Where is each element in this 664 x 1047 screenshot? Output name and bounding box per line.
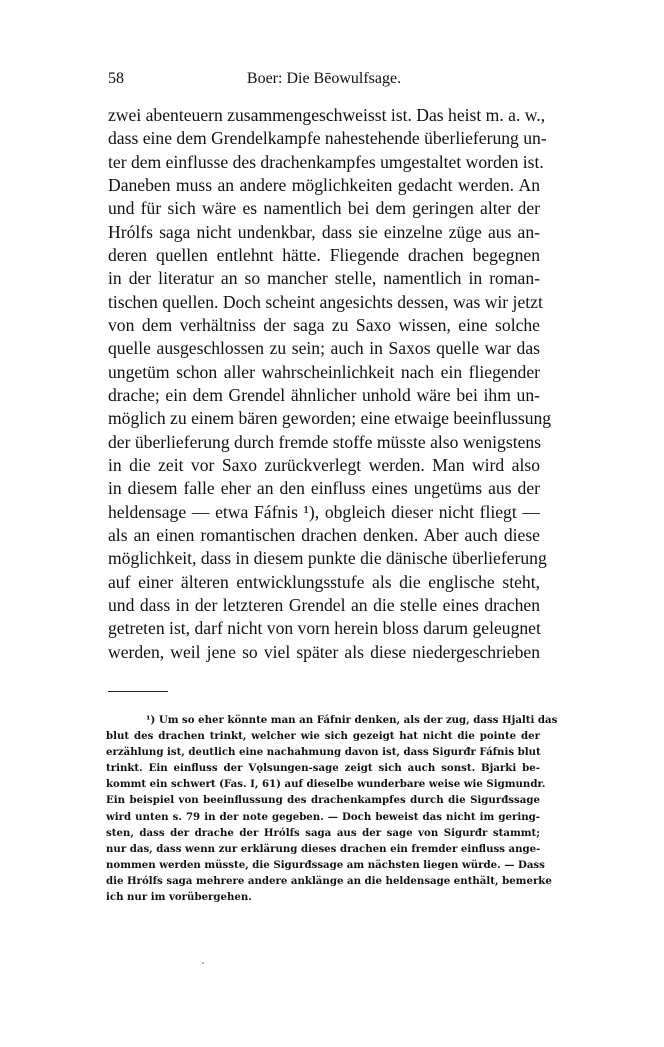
body-line: Daneben muss an andere möglichkeiten gedacht werden. An [108, 174, 540, 195]
body-line: Hrólfs saga nicht undenkbar, dass sie einzelne züge aus an- [108, 221, 540, 242]
footnote-line: erzählung ist, deutlich eine nachahmung davon ist, dass Sigurđr Fáfnis blut [106, 746, 541, 759]
running-title: Boer: Die Bēowulfsage. [246, 70, 402, 87]
footnote-line: ich nur im vorübergehen. [106, 891, 252, 904]
body-line: als an einen romantischen drachen denken. Aber auch diese [108, 524, 540, 545]
body-line: und dass in der letzteren Grendel an die stelle eines drachen [108, 594, 540, 615]
body-line: möglichkeit, dass in diesem punkte die dänische überlieferung [108, 548, 547, 569]
body-line: tischen quellen. Doch scheint angesichts dessen, was wir jetzt [108, 291, 543, 312]
body-line: drache; ein dem Grendel ähnlicher unhold wäre bei ihm un- [108, 384, 540, 405]
body-line: der überlieferung durch fremde stoffe müsste also wenigstens [108, 431, 542, 452]
body-line: ter dem einflusse des drachenkampfes umgestaltet worden ist. [108, 151, 544, 172]
body-line: heldensage — etwa Fáfnis ¹), obgleich dieser nicht fliegt — [108, 501, 540, 522]
footnote-line: die Hrólfs saga mehrere andere anklänge an die heldensage enthält, bemerke [106, 874, 552, 887]
footnote-line: wird unten s. 79 in der note gegeben. — Doch beweist das nicht im gering- [106, 810, 540, 823]
body-line: ungetüm schon aller wahrscheinlichkeit nach ein fliegender [108, 361, 540, 382]
page-header [108, 70, 540, 90]
body-line: möglich zu einem bären geworden; eine etwaige beeinflussung [108, 408, 552, 429]
body-line: in die zeit vor Saxo zurückverlegt werden. Man wird also [108, 454, 540, 475]
body-line: in diesem falle eher an den einfluss eines ungetüms aus der [108, 478, 540, 499]
body-line: werden, weil jene so viel später als diese niedergeschrieben [108, 641, 540, 662]
footnote-line: kommt ein schwert (Fas. I, 61) auf dieselbe wunderbare weise wie Sigmundr. [106, 778, 546, 791]
footnote-line: trinkt. Ein einfluss der Vǫlsungen-sage zeigt sich auch sonst. Bjarki be- [106, 762, 540, 775]
footnote-line: nur das, dass wenn zur erklärung dieses drachen ein fremder einfluss ange- [106, 842, 541, 855]
stray-mark [202, 962, 204, 964]
footnote-line: blut des drachen trinkt, welcher wie sich gezeigt hat nicht die pointe der [106, 730, 540, 743]
body-line: auf einer älteren entwicklungsstufe als die englische steht, [108, 571, 540, 592]
body-line: und für sich wäre es namentlich bei dem geringen alter der [108, 198, 540, 219]
footnote-line: ¹) Um so eher könnte man an Fáfnir denken, als der zug, dass Hjalti das [146, 714, 558, 726]
body-line: deren quellen entlehnt hätte. Fliegende drachen begegnen [108, 244, 540, 265]
body-line: zwei abenteuern zusammengeschweisst ist. Das heist m. a. w., [108, 105, 546, 125]
body-line: dass eine dem Grendelkampfe nahestehende überlieferung un- [108, 128, 547, 149]
footnote [106, 712, 558, 905]
body-line: in der literatur an so mancher stelle, namentlich in roman- [108, 268, 540, 289]
footnote-line: nommen werden müsste, die Sigurđssage am nächsten liegen würde. — Dass [106, 858, 545, 871]
body-line: von dem verhältniss der saga zu Saxo wissen, eine solche [108, 314, 540, 335]
footnote-line: Ein beispiel von beeinflussung des drachenkampfes durch die Sigurđssage [106, 794, 540, 807]
footnote-rule [108, 691, 168, 692]
footnote-line: sten, dass der drache der Hrólfs saga aus der sage von Sigurđr stammt; [106, 826, 540, 839]
body-line: quelle ausgeschlossen zu sein; auch in Saxos quelle war das [108, 338, 540, 359]
body-line: getreten ist, darf nicht von vorn herein bloss darum geleugnet [108, 618, 541, 639]
page-number: 58 [108, 70, 124, 87]
body-text [108, 104, 552, 664]
